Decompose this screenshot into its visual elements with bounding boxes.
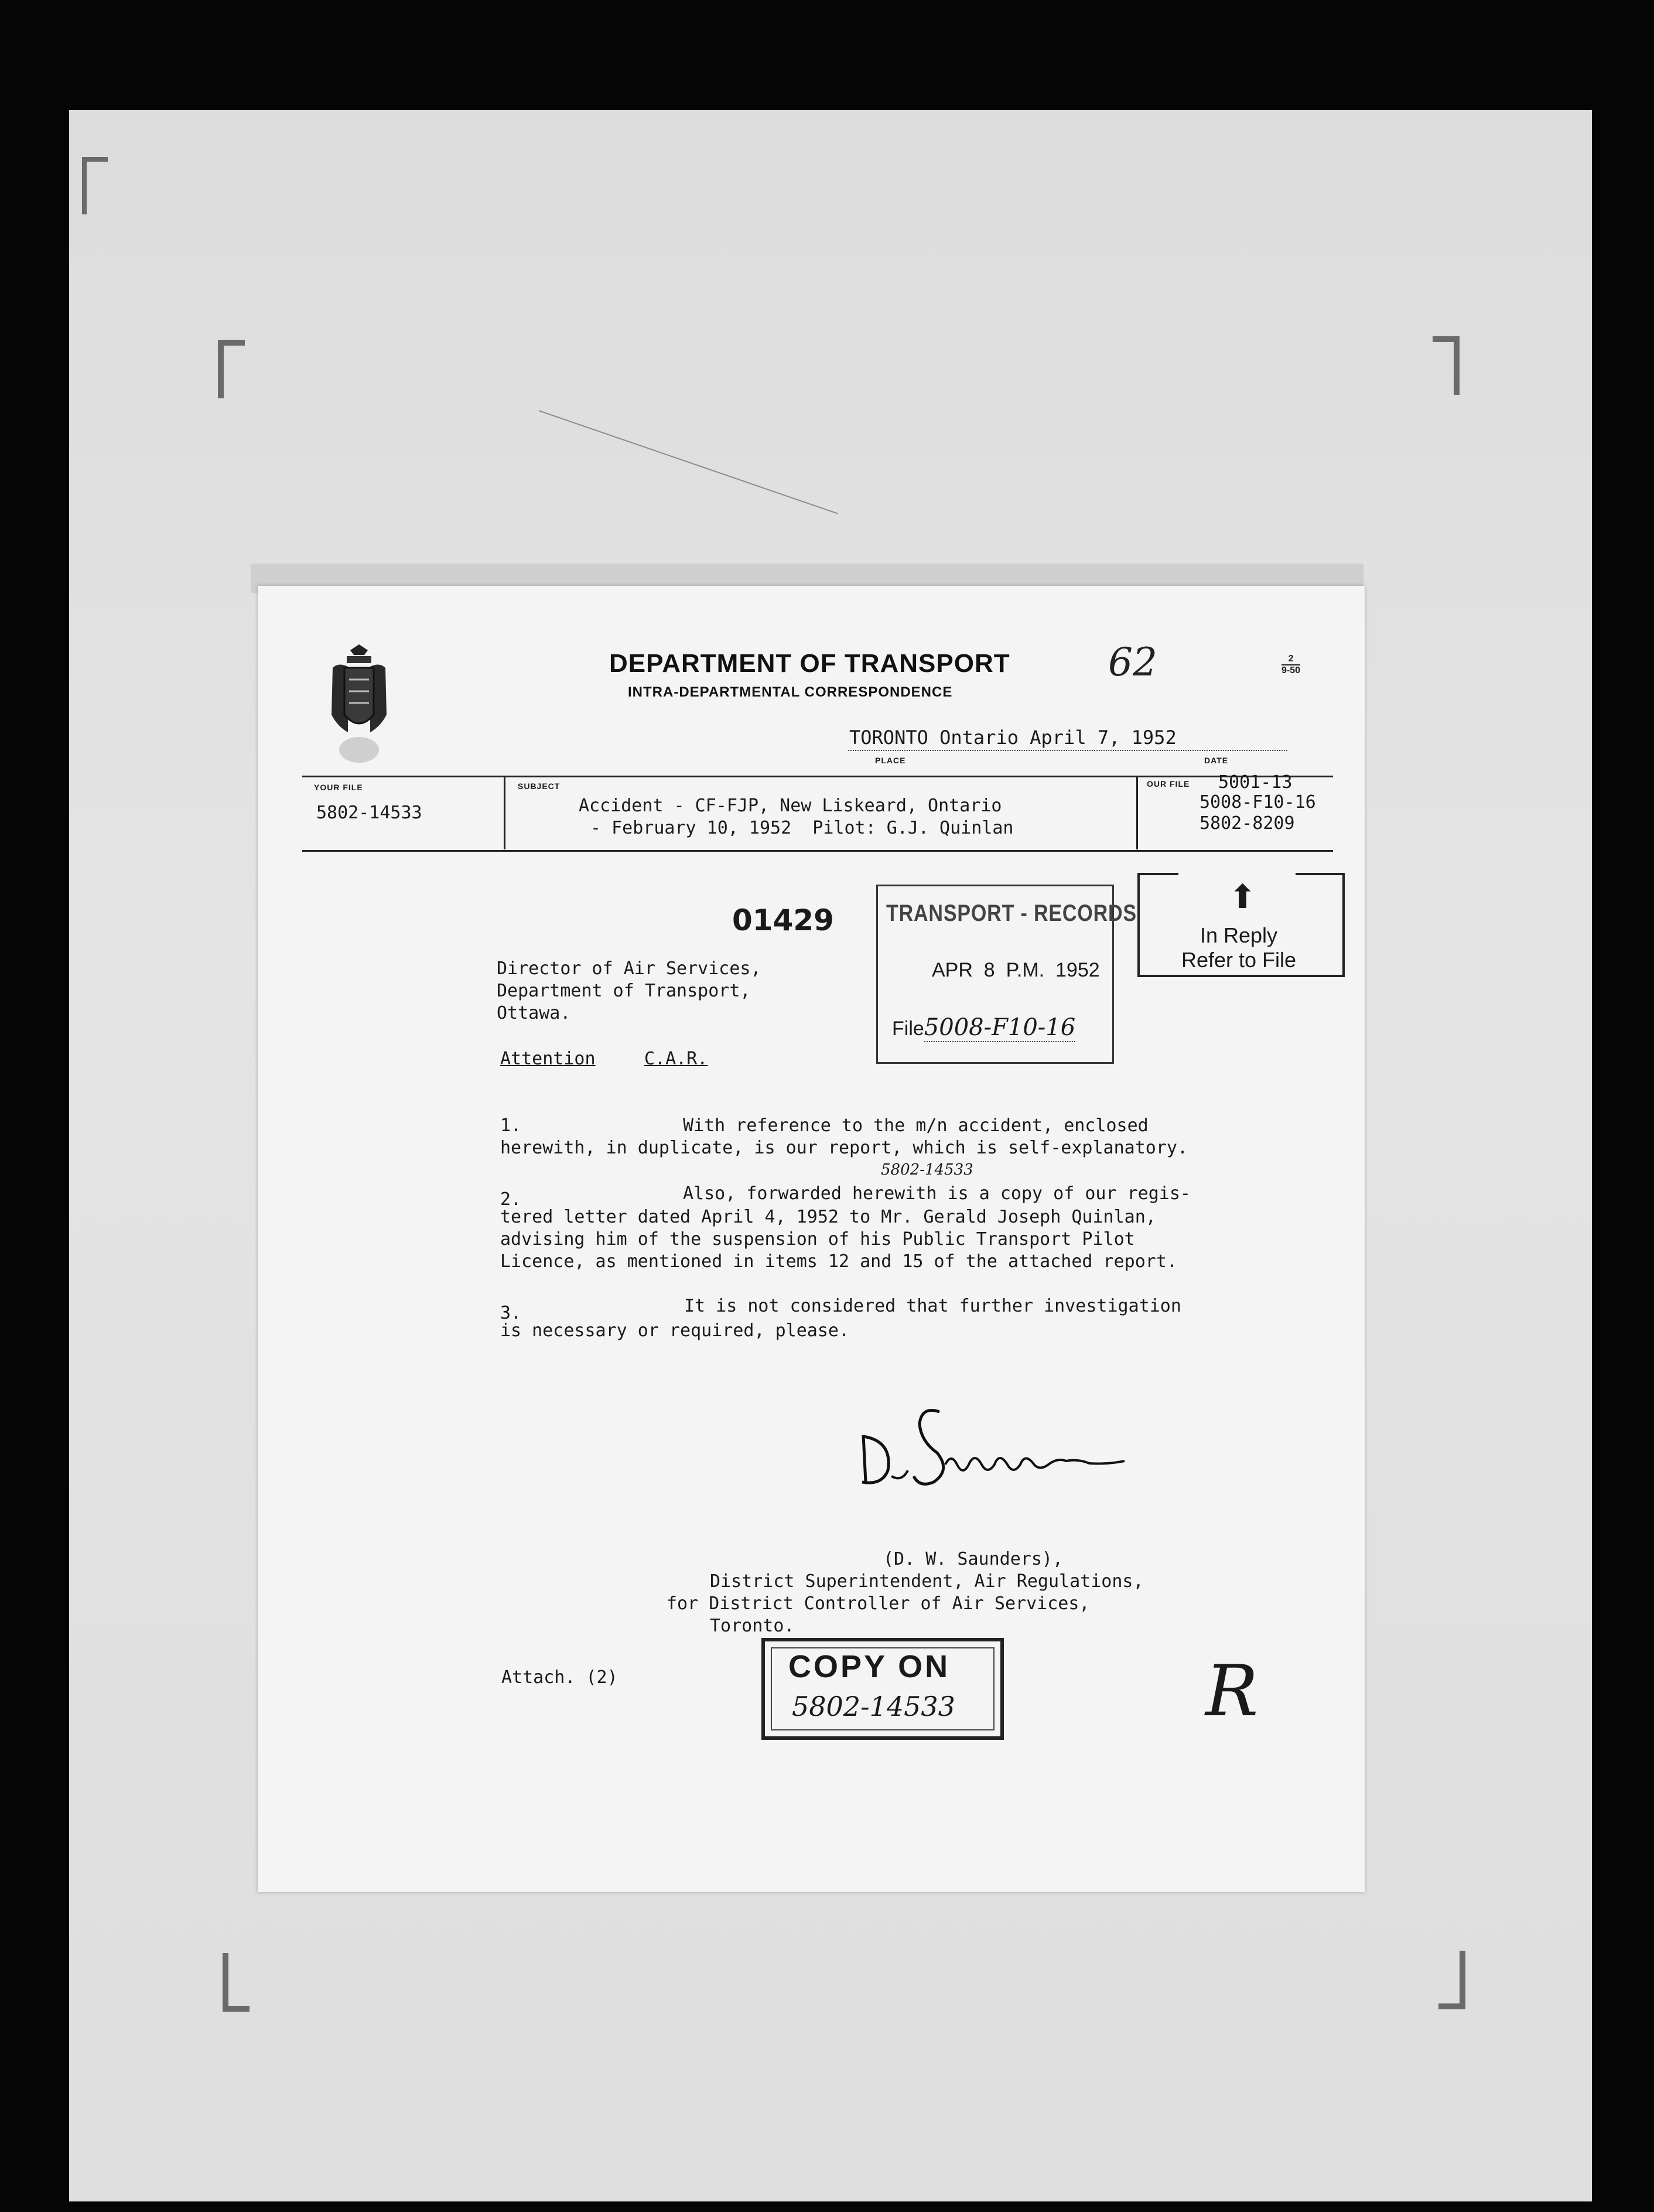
records-file-label: File [892, 1018, 924, 1040]
copy-on-stamp [761, 1638, 1004, 1740]
our-file-2: 5008-F10-16 [1200, 792, 1316, 813]
crop-mark-bottom-left [223, 1953, 250, 2012]
place-date-line: TORONTO Ontario April 7, 1952 [849, 726, 1177, 749]
paragraph-3-line-2: is necessary or required, please. [500, 1320, 850, 1341]
signatory-title-1: District Superintendent, Air Regulations, [710, 1571, 1144, 1592]
reply-reference-box [1137, 873, 1344, 978]
memo-page [258, 586, 1365, 1892]
crop-mark-top-left [82, 157, 108, 214]
handwritten-page-number: 62 [1108, 640, 1157, 685]
records-stamp-file [892, 1014, 1075, 1041]
paragraph-1-line-1: With reference to the m/n accident, enclosed [683, 1115, 1149, 1136]
subject-label: SUBJECT [518, 781, 561, 791]
paragraph-3-line-1: It is not considered that further investigation [684, 1296, 1181, 1316]
paragraph-2-line-2: tered letter dated April 4, 1952 to Mr. Gerald Joseph Quinlan, [500, 1207, 1156, 1227]
attention-value: C.A.R. [644, 1049, 708, 1069]
reply-box-gap [1178, 871, 1296, 875]
copy-stamp-number: 5802-14533 [792, 1691, 955, 1722]
our-file-1: 5001-13 [1218, 772, 1293, 793]
signatory-title-3: Toronto. [710, 1616, 795, 1636]
crop-mark-inner-top-right [1433, 336, 1460, 395]
crop-mark-inner-top-left [218, 340, 245, 398]
subject-line-2: - February 10, 1952 Pilot: G.J. Quinlan [590, 818, 1014, 838]
paragraph-3-number: 3. [500, 1303, 522, 1323]
our-file-3: 5802-8209 [1200, 813, 1295, 834]
reply-line-2: Refer to File [1181, 948, 1297, 972]
paragraph-2-line-1: Also, forwarded herewith is a copy of our regis- [683, 1183, 1191, 1204]
records-stamp-date: APR 8 P.M. 1952 [932, 959, 1100, 981]
records-file-handwritten: 5008-F10-16 [924, 1014, 1076, 1041]
date-label: DATE [1204, 756, 1229, 765]
paragraph-2-handwritten-file: 5802-14533 [881, 1161, 973, 1179]
copy-stamp-heading: COPY ON [788, 1649, 951, 1684]
signatory-title-2: for District Controller of Air Services, [667, 1593, 1090, 1614]
handwritten-initial: R [1205, 1651, 1259, 1732]
addressee-line-3: Ottawa. [497, 1003, 571, 1023]
handwritten-signature [852, 1394, 1156, 1511]
paragraph-2-number: 2. [500, 1189, 522, 1210]
place-date-rule [848, 750, 1287, 751]
attachment-note: Attach. (2) [501, 1667, 618, 1688]
box-divider-2 [1136, 776, 1138, 849]
crop-mark-bottom-right [1438, 1951, 1465, 2009]
box-divider-1 [504, 776, 505, 849]
our-file-label: OUR FILE [1147, 779, 1190, 788]
records-stamp-heading: TRANSPORT - RECORDS [886, 900, 1137, 926]
paragraph-1-number: 1. [500, 1115, 522, 1136]
addressee-line-2: Department of Transport, [497, 981, 751, 1001]
addressee-line-1: Director of Air Services, [497, 958, 761, 979]
paragraph-2-line-4: Licence, as mentioned in items 12 and 15 of the attached report. [500, 1251, 1177, 1272]
up-arrow-icon: ⬆ [1229, 878, 1256, 916]
reply-line-1: In Reply [1200, 923, 1278, 947]
department-title: DEPARTMENT OF TRANSPORT [609, 649, 1010, 678]
subject-line-1: Accident - CF-FJP, New Liskeard, Ontario [579, 796, 1002, 816]
correspondence-subtitle: INTRA-DEPARTMENTAL CORRESPONDENCE [628, 684, 953, 700]
coat-of-arms-icon [327, 644, 391, 767]
form-number [1281, 654, 1300, 676]
transport-records-stamp [876, 885, 1137, 1064]
place-label: PLACE [875, 756, 906, 765]
form-number-date: 9-50 [1281, 665, 1301, 675]
reply-box-baseline [1137, 975, 1342, 977]
your-file-label: YOUR FILE [314, 783, 363, 792]
attention-label: Attention [500, 1049, 596, 1069]
signatory-name: (D. W. Saunders), [883, 1549, 1064, 1569]
form-number-value: 2 [1281, 654, 1300, 665]
reference-number: 01429 [732, 903, 834, 937]
paragraph-2-line-3: advising him of the suspension of his Public Transport Pilot [500, 1229, 1135, 1250]
your-file-number: 5802-14533 [316, 803, 422, 823]
paragraph-1-line-2: herewith, in duplicate, is our report, which is self-explanatory. [500, 1138, 1188, 1158]
